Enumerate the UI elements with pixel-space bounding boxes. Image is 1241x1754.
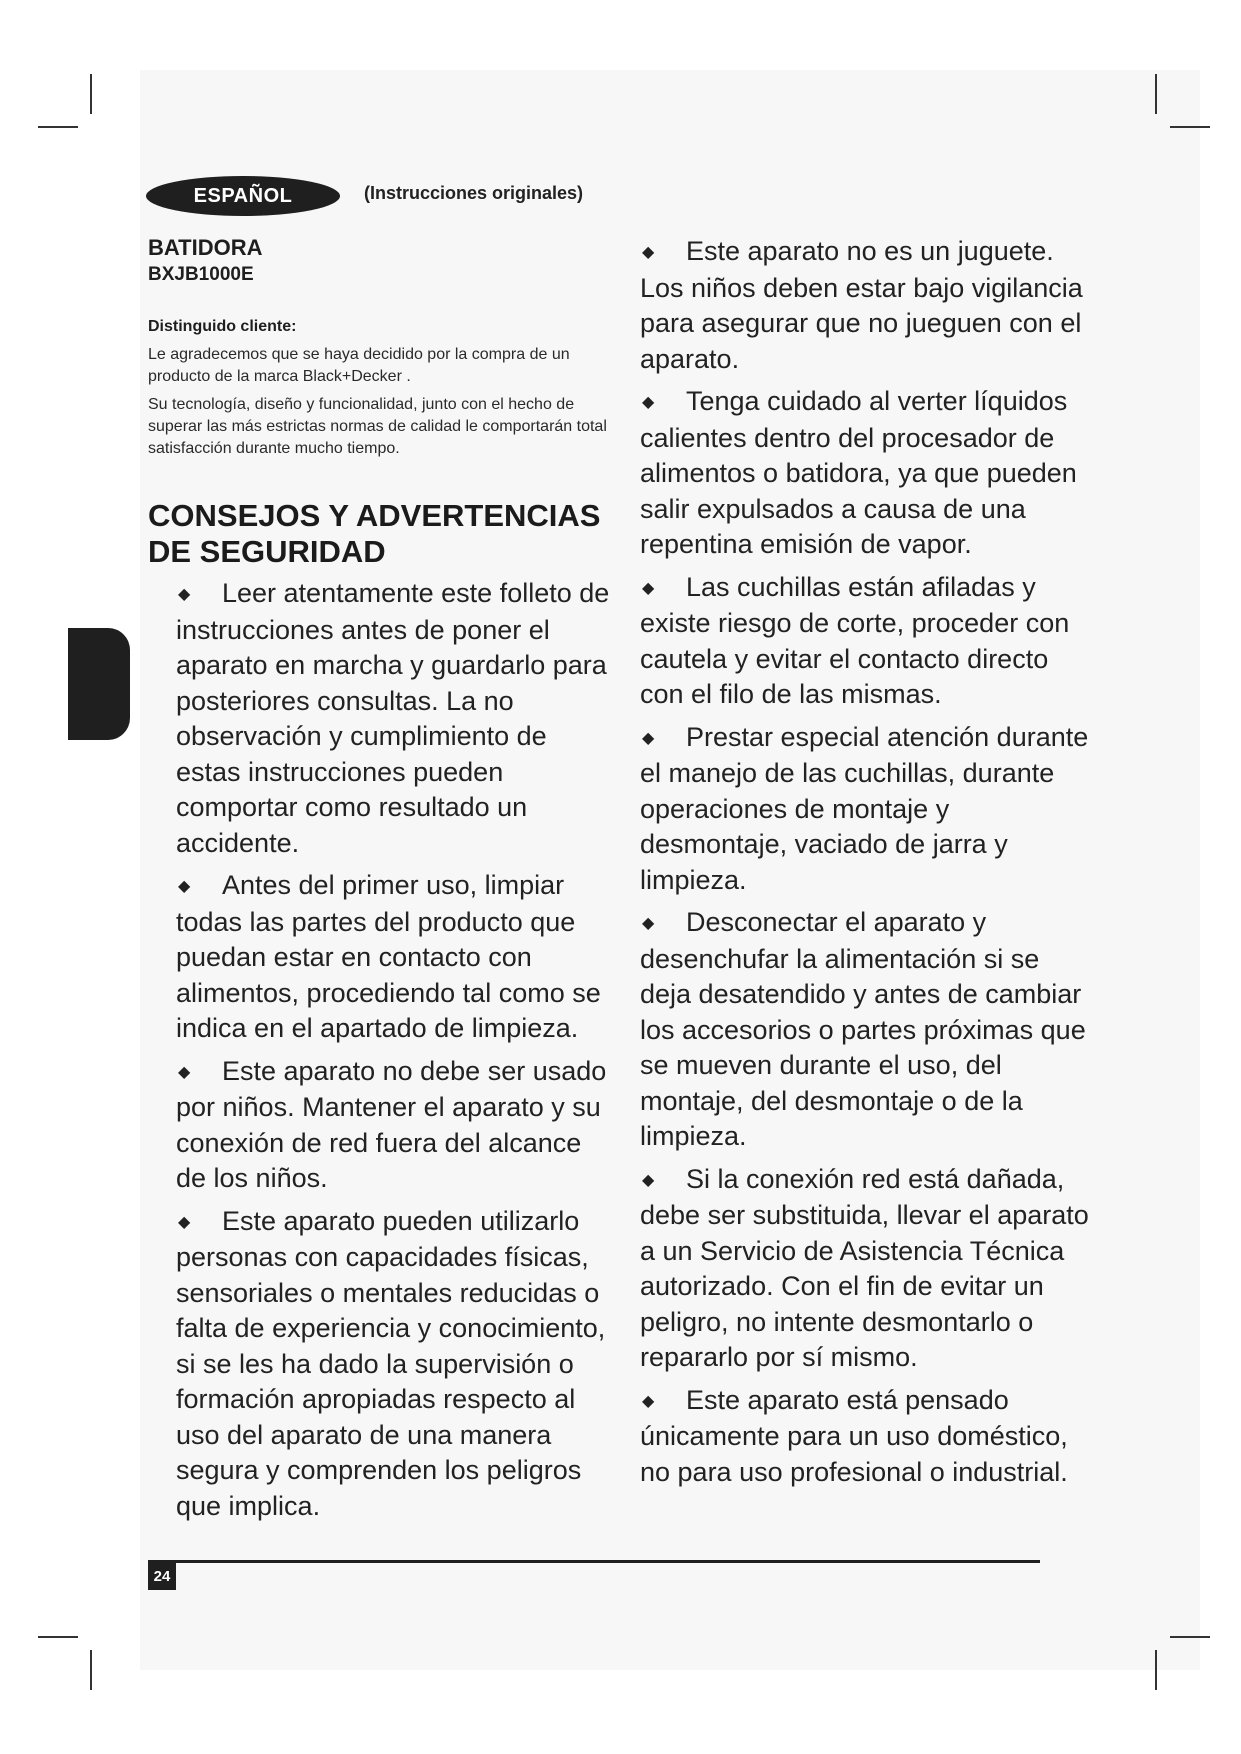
crop-mark [1155,1650,1157,1690]
product-name: BATIDORA [148,235,263,260]
list-item-text: Prestar especial atención durante el manejo de las cuchillas, durante operaciones de montaje y desmontaje, vaciado de jarra y limpieza. [640,721,1089,895]
list-item [640,1383,1090,1491]
list-item [640,234,1090,377]
crop-mark [38,126,78,128]
right-column [640,234,1090,1497]
crop-mark [90,1650,92,1690]
list-item-text: Este aparato no es un juguete. Los niños deben estar bajo vigilancia para asegurar que no jueguen con el aparato. [640,236,1083,374]
list-item [640,905,1090,1155]
safety-section-title: CONSEJOS Y ADVERTENCIAS DE SEGURIDAD [148,498,601,569]
product-model: BXJB1000E [148,264,254,285]
list-item [640,1162,1090,1376]
diamond-bullet-icon: ◆ [642,579,655,597]
list-item-text: Desconectar el aparato y desenchufar la alimentación si se deja desatendido y antes de cambiar los accesorios o partes próximas que se mueven durante el uso, del montaje, del desmontaje o de la limpieza. [640,907,1086,1151]
greeting-paragraph: Su tecnología, diseño y funcionalidad, junto con el hecho de superar las más estrictas normas de calidad le comportarán total satisfacción durante mucho tiempo. [148,396,607,457]
footer-rule [148,1560,1040,1563]
diamond-bullet-icon: ◆ [642,729,655,747]
list-item-text: Leer atentamente este folleto de instrucciones antes de poner el aparato en marcha y guardarlo para posteriores consultas. La no observación y cumplimiento de estas instrucciones pueden comportar como resultado un accidente. [176,578,610,858]
diamond-bullet-icon: ◆ [178,586,191,603]
diamond-bullet-icon: ◆ [642,244,655,261]
diamond-bullet-icon: ◆ [642,1392,655,1410]
safety-list-left [148,576,618,1524]
list-item [640,720,1090,899]
list-item [176,1054,618,1197]
crop-mark [1170,1636,1210,1638]
list-item-text: Este aparato no debe ser usado por niños. Mantener el aparato y su conexión de red fuera del alcance de los niños. [176,1055,607,1193]
safety-list-right [640,234,1090,1490]
original-instructions-note: (Instrucciones originales) [364,183,584,203]
page-number: 24 [148,1562,176,1590]
list-item [176,868,618,1047]
crop-mark [90,74,92,114]
diamond-bullet-icon: ◆ [642,915,655,932]
list-item-text: Si la conexión red está dañada, debe ser substituida, llevar el aparato a un Servicio de Asistencia Técnica autorizado. Con el fin de evitar un peligro, no intente desmontarlo o repararlo por sí mismo. [640,1163,1089,1372]
list-item [176,576,618,861]
left-column [148,234,618,1531]
diamond-bullet-icon: ◆ [178,878,191,895]
list-item-text: Este aparato está pensado únicamente para un uso doméstico, no para uso profesional o industrial. [640,1384,1068,1487]
list-item-text: Las cuchillas están afiladas y existe riesgo de corte, proceder con cautela y evitar el contacto directo con el filo de las mismas. [640,571,1070,709]
language-badge: ESPAÑOL [146,176,340,216]
greeting-paragraph: Le agradecemos que se haya decidido por la compra de un producto de la marca Black+Decker . [148,346,570,385]
list-item [176,1204,618,1525]
diamond-bullet-icon: ◆ [178,1063,191,1081]
list-item-text: Este aparato pueden utilizarlo personas con capacidades físicas, sensoriales o mentales reducidas o falta de experiencia y conocimiento, si se les ha dado la supervisión o formación apropiadas respecto al uso del aparato de una manera segura y comprenden los peligros que implica. [176,1205,606,1521]
diamond-bullet-icon: ◆ [178,1213,191,1231]
greeting-title: Distinguido cliente: [148,318,297,335]
diamond-bullet-icon: ◆ [642,394,655,411]
crop-mark [1170,126,1210,128]
crop-mark [38,1636,78,1638]
language-side-tab [68,628,130,740]
crop-mark [1155,74,1157,114]
list-item-text: Antes del primer uso, limpiar todas las partes del producto que puedan estar en contacto con alimentos, procediendo tal como se indica en el apartado de limpieza. [176,870,601,1043]
diamond-bullet-icon: ◆ [642,1171,655,1189]
list-item [640,570,1090,713]
list-item-text: Tenga cuidado al verter líquidos calientes dentro del procesador de alimentos o batidora, ya que pueden salir expulsados a causa de una repentina emisión de vapor. [640,386,1077,559]
list-item [640,384,1090,563]
